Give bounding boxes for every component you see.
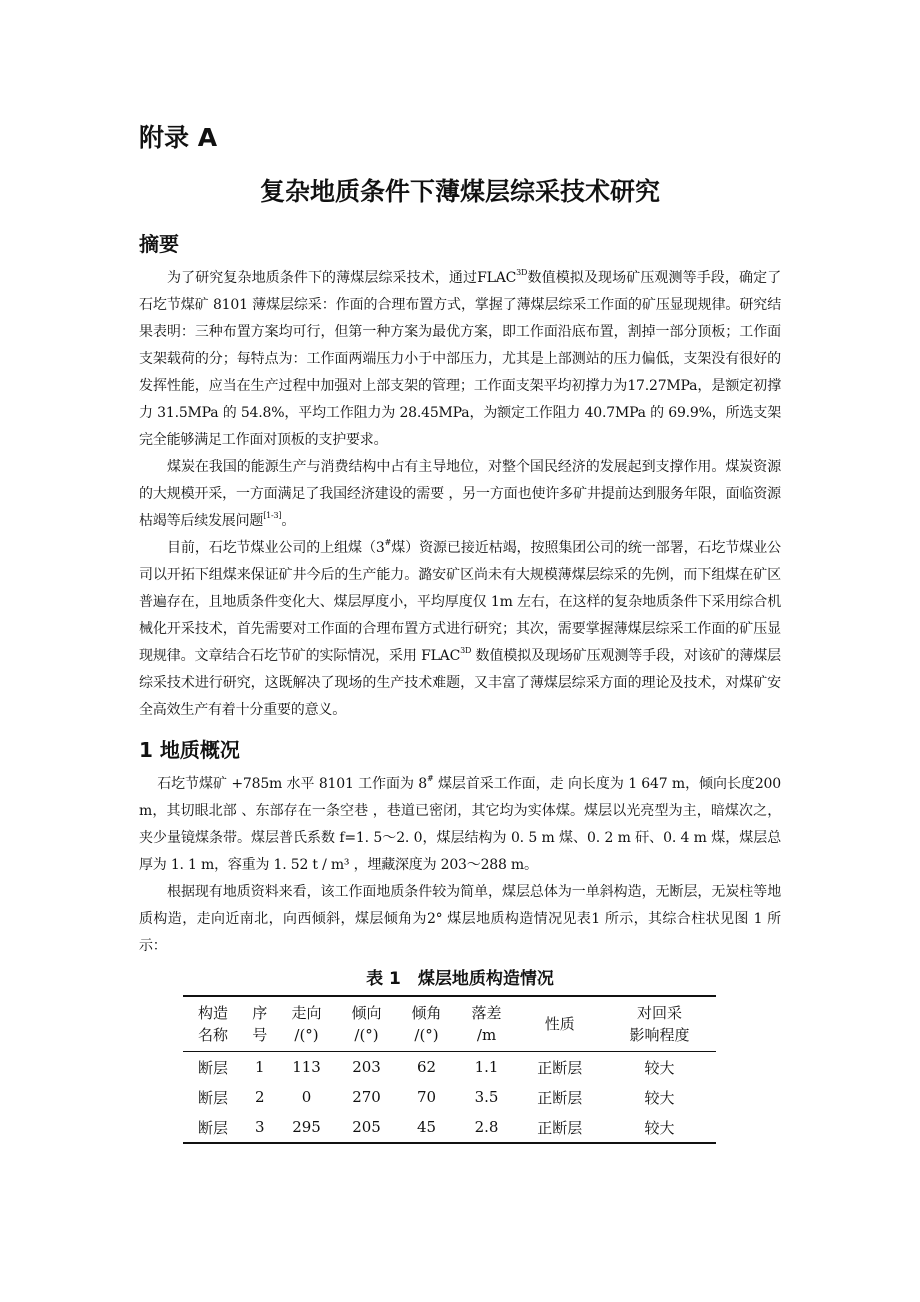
table-body	[183, 1052, 716, 1144]
table-cell: 断层	[197, 1088, 228, 1107]
citation-superscript: [1-3]	[263, 511, 282, 520]
text-run: 煤）资源已接近枯竭，按照集团公司的统一部署，石圪节煤业公司以开拓下组煤来保证矿井今后的生产能力。潞安矿区尚未有大规模薄煤层综采的先例，而下组煤在矿区普遍存在，且地质条件变化大、煤层厚度小，平均厚度仅 1m 左右，在这样的复杂地质条件下采用综合机械化开采技术，首先需要对工作面的合理布置方式进行研究；其次，需要掌握薄煤层综采工作面的矿压显现规律。文章结合石圪节矿的实际情况，采用 FLAC	[139, 540, 781, 664]
table-cell: 70	[416, 1088, 437, 1106]
table-cell: 正断层	[537, 1058, 583, 1077]
paper-title: 复杂地质条件下薄煤层综采技术研究	[259, 177, 660, 206]
table-header-cell	[603, 996, 716, 1052]
table-cell: 2	[254, 1088, 265, 1106]
header-line: 倾向	[351, 1004, 382, 1022]
text-run: 目前，石圪节煤业公司的上组煤（3	[167, 540, 385, 556]
text-run: 石圪节煤矿 +785m 水平 8101 工作面为 8	[157, 776, 428, 792]
section-heading-1: 1 地质概况	[139, 738, 240, 762]
text-run: 根据现有地质资料来看，该工作面地质条件较为简单，煤层总体为一单斜构造，无断层，无炭柱等地质构造，走向近南北，向西倾斜，煤层倾角为2° 煤层地质构造情况见表1 所示，其综合柱状见图 1 所示：	[139, 884, 781, 954]
superscript: 3D	[460, 646, 472, 655]
geology-table	[183, 995, 716, 1144]
header-line: 号	[252, 1026, 268, 1044]
table-cell: 较大	[644, 1088, 675, 1107]
table-cell: 较大	[644, 1058, 675, 1077]
text-run: 。	[281, 513, 296, 529]
abstract-paragraph-1	[139, 265, 781, 454]
table-header-cell	[397, 996, 457, 1052]
superscript: #	[384, 538, 392, 547]
table-cell: 205	[352, 1118, 381, 1136]
header-line: /(°)	[294, 1026, 319, 1044]
table-cell: 3	[254, 1118, 265, 1136]
table-row	[183, 1082, 716, 1112]
table-row	[183, 1112, 716, 1143]
text-run: 煤层首采工作面，走 向长度为 1 647 m，倾向长度200 m，其切眼北部 、东部存在一条空巷 ，巷道已密闭，其它均为实体煤。煤层以光亮型为主，暗煤次之，夹少量镜煤条带。煤层普氏系数 f=1. 5～2. 0，煤层结构为 0. 5 m 煤、0. 2 m 矸、0. 4 m 煤，煤层总厚为 1. 1 m，容重为 1. 52 t / m³ ，埋藏深度为 203～288 m。	[139, 776, 781, 873]
superscript: 3D	[516, 268, 528, 277]
table-header-row	[183, 996, 716, 1052]
section1-paragraph-2	[139, 879, 781, 960]
header-line: 构造	[197, 1004, 228, 1022]
table-header-cell	[457, 996, 517, 1052]
text-run: 为了研究复杂地质条件下的薄煤层综采技术，通过FLAC	[167, 270, 517, 286]
table-cell: 45	[416, 1118, 437, 1136]
table-cell: 断层	[197, 1118, 228, 1137]
table-header-cell	[277, 996, 337, 1052]
table-cell: 203	[352, 1058, 381, 1076]
header-line: 性质	[544, 1015, 575, 1033]
text-run: 煤炭在我国的能源生产与消费结构中占有主导地位，对整个国民经济的发展起到支撑作用。煤炭资源的大规模开采，一方面满足了我国经济建设的需要 ，另一方面也使许多矿井提前达到服务年限，面临资源枯竭等后续发展问题	[139, 459, 781, 529]
header-line: 落差	[471, 1004, 502, 1022]
abstract-paragraph-2	[139, 454, 781, 535]
table-cell: 3.5	[474, 1088, 499, 1106]
table-cell: 62	[416, 1058, 437, 1076]
superscript: #	[427, 774, 434, 783]
table-header-cell	[183, 996, 243, 1052]
header-line: /m	[476, 1026, 497, 1044]
table-cell: 1	[254, 1058, 265, 1076]
text-run: 数值模拟及现场矿压观测等手段，对该矿的薄煤层综采技术进行研究，这既解决了现场的生产技术难题，又丰富了薄煤层综采方面的理论及技术，对煤矿安全高效生产有着十分重要的意义。	[139, 648, 781, 718]
table-cell: 正断层	[537, 1118, 583, 1137]
table-cell: 0	[301, 1088, 312, 1106]
section1-paragraph-1	[139, 771, 781, 879]
header-line: /(°)	[354, 1026, 379, 1044]
header-line: 名称	[197, 1026, 228, 1044]
header-line: 倾角	[411, 1004, 442, 1022]
table-cell: 113	[292, 1058, 321, 1076]
table-cell: 断层	[197, 1058, 228, 1077]
table-caption: 表 1 煤层地质构造情况	[366, 969, 554, 989]
abstract-paragraph-3	[139, 535, 781, 724]
table-cell: 较大	[644, 1118, 675, 1137]
table-cell: 2.8	[474, 1118, 499, 1136]
table-cell: 正断层	[537, 1088, 583, 1107]
table-row	[183, 1052, 716, 1083]
abstract-heading: 摘要	[139, 232, 179, 256]
document-page	[139, 118, 781, 1144]
header-line: 走向	[291, 1004, 322, 1022]
header-line: 序	[252, 1004, 268, 1022]
table-cell: 1.1	[474, 1058, 499, 1076]
table-header-cell	[243, 996, 277, 1052]
table-header-cell	[517, 996, 603, 1052]
header-line: 对回采	[636, 1004, 682, 1022]
header-line: /(°)	[414, 1026, 439, 1044]
table-cell: 270	[352, 1088, 381, 1106]
appendix-label: 附录 A	[139, 123, 218, 152]
text-run: 数值模拟及现场矿压观测等手段，确定了石圪节煤矿 8101 薄煤层综采：作面的合理布置方式，掌握了薄煤层综采工作面的矿压显现规律。研究结果表明：三种布置方案均可行，但第一种方案为最优方案，即工作面沿底布置，割掉一部分顶板；工作面支架载荷的分；每特点为：工作面两端压力小于中部压力，尤其是上部测站的压力偏低，支架没有很好的发挥性能，应当在生产过程中加强对上部支架的管理；工作面支架平均初撑力为17.27MPa，是额定初撑力 31.5MPa 的 54.8%，平均工作阻力为 28.45MPa，为额定工作阻力 40.7MPa 的 69.9%，所选支架完全能够满足工作面对顶板的支护要求。	[139, 270, 781, 448]
table-header-cell	[337, 996, 397, 1052]
table-cell: 295	[292, 1118, 321, 1136]
header-line: 影响程度	[629, 1026, 690, 1044]
